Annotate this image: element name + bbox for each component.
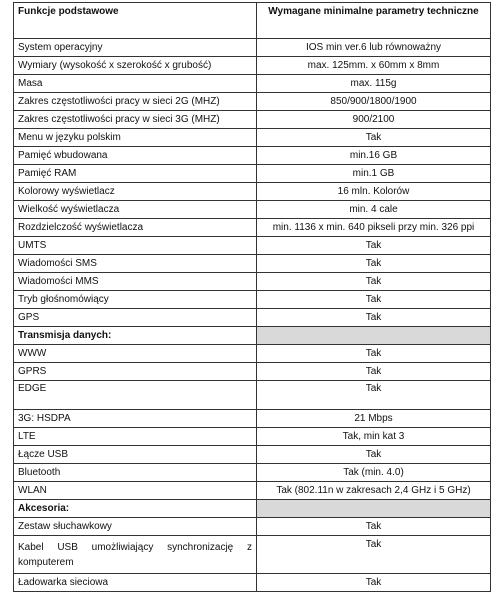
feature-name: WWW	[14, 345, 257, 363]
feature-name: EDGE	[14, 381, 257, 410]
feature-value: IOS min ver.6 lub równoważny	[257, 39, 491, 57]
feature-name: WLAN	[14, 482, 257, 500]
feature-value: Tak	[257, 536, 491, 574]
table-row	[14, 536, 491, 574]
feature-value: Tak	[257, 518, 491, 536]
feature-name: Bluetooth	[14, 464, 257, 482]
feature-value: Tak	[257, 291, 491, 309]
table-row	[14, 219, 491, 237]
table-row	[14, 183, 491, 201]
feature-name: Łącze USB	[14, 446, 257, 464]
feature-name: LTE	[14, 428, 257, 446]
feature-value: 21 Mbps	[257, 410, 491, 428]
table-header-row	[14, 3, 491, 39]
feature-value: Tak	[257, 345, 491, 363]
section-title: Akcesoria:	[14, 500, 257, 518]
header-required-params: Wymagane minimalne parametry techniczne	[257, 3, 491, 39]
table-row	[14, 363, 491, 381]
feature-value: max. 115g	[257, 75, 491, 93]
table-row	[14, 381, 491, 410]
spec-table	[13, 2, 491, 592]
section-value-cell	[257, 327, 491, 345]
feature-name: Wiadomości MMS	[14, 273, 257, 291]
table-row	[14, 309, 491, 327]
feature-value: Tak	[257, 273, 491, 291]
table-row	[14, 165, 491, 183]
feature-value: Tak	[257, 129, 491, 147]
table-row	[14, 39, 491, 57]
feature-value: Tak	[257, 363, 491, 381]
table-row	[14, 291, 491, 309]
table-row	[14, 255, 491, 273]
feature-name: Tryb głośnomówiący	[14, 291, 257, 309]
feature-value: min. 1136 x min. 640 pikseli przy min. 326 ppi	[257, 219, 491, 237]
feature-name: Zakres częstotliwości pracy w sieci 2G (MHZ)	[14, 93, 257, 111]
feature-name: Pamięć wbudowana	[14, 147, 257, 165]
table-row	[14, 147, 491, 165]
table-row	[14, 57, 491, 75]
feature-name: Pamięć RAM	[14, 165, 257, 183]
feature-value: Tak	[257, 446, 491, 464]
table-row	[14, 75, 491, 93]
table-row	[14, 93, 491, 111]
feature-value: Tak, min kat 3	[257, 428, 491, 446]
feature-name: GPS	[14, 309, 257, 327]
section-value-cell	[257, 500, 491, 518]
feature-value: max. 125mm. x 60mm x 8mm	[257, 57, 491, 75]
feature-name: Wymiary (wysokość x szerokość x grubość)	[14, 57, 257, 75]
section-row	[14, 327, 491, 345]
table-row	[14, 273, 491, 291]
feature-value: Tak	[257, 255, 491, 273]
feature-value: min.1 GB	[257, 165, 491, 183]
table-row	[14, 428, 491, 446]
feature-value: 16 mln. Kolorów	[257, 183, 491, 201]
feature-name: UMTS	[14, 237, 257, 255]
feature-value: Tak (802.11n w zakresach 2,4 GHz i 5 GHz)	[257, 482, 491, 500]
table-row	[14, 464, 491, 482]
feature-name: Wielkość wyświetlacza	[14, 201, 257, 219]
feature-name: Zakres częstotliwości pracy w sieci 3G (MHZ)	[14, 111, 257, 129]
table-row	[14, 574, 491, 592]
feature-name: Menu w języku polskim	[14, 129, 257, 147]
table-row	[14, 201, 491, 219]
table-row	[14, 410, 491, 428]
feature-value: 850/900/1800/1900	[257, 93, 491, 111]
table-row	[14, 446, 491, 464]
feature-name: System operacyjny	[14, 39, 257, 57]
feature-name: Ładowarka sieciowa	[14, 574, 257, 592]
feature-name: Kabel USB umożliwiający synchronizację z komputerem	[14, 536, 257, 574]
table-row	[14, 482, 491, 500]
section-row	[14, 500, 491, 518]
feature-value: 900/2100	[257, 111, 491, 129]
table-row	[14, 111, 491, 129]
feature-name: Zestaw słuchawkowy	[14, 518, 257, 536]
feature-name: Rozdzielczość wyświetlacza	[14, 219, 257, 237]
feature-value: Tak	[257, 309, 491, 327]
spec-table-body	[14, 39, 491, 592]
table-row	[14, 345, 491, 363]
feature-name: 3G: HSDPA	[14, 410, 257, 428]
header-basic-functions: Funkcje podstawowe	[14, 3, 257, 39]
feature-value: min.16 GB	[257, 147, 491, 165]
section-title: Transmisja danych:	[14, 327, 257, 345]
feature-value: Tak	[257, 574, 491, 592]
feature-name: Kolorowy wyświetlacz	[14, 183, 257, 201]
table-row	[14, 129, 491, 147]
feature-name: Masa	[14, 75, 257, 93]
feature-name: Wiadomości SMS	[14, 255, 257, 273]
feature-value: Tak	[257, 381, 491, 410]
feature-value: Tak	[257, 237, 491, 255]
feature-value: Tak (min. 4.0)	[257, 464, 491, 482]
feature-value: min. 4 cale	[257, 201, 491, 219]
feature-name: GPRS	[14, 363, 257, 381]
table-row	[14, 518, 491, 536]
table-row	[14, 237, 491, 255]
